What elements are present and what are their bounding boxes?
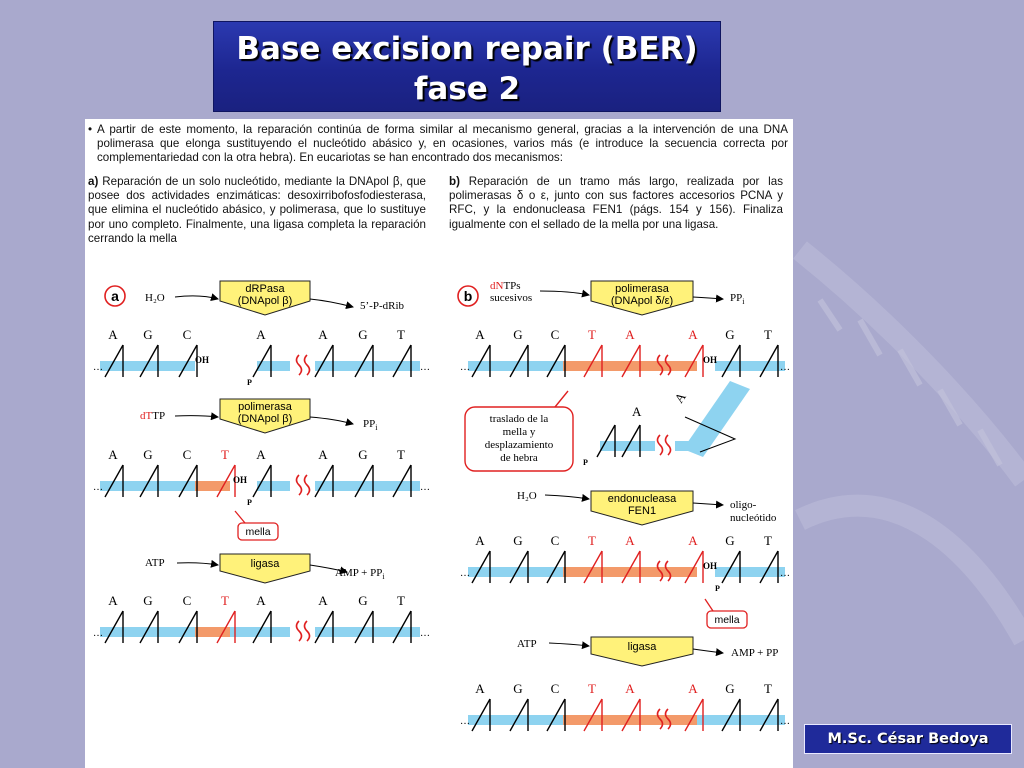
svg-text:…: … xyxy=(780,568,790,579)
mechanism-a-text xyxy=(88,175,426,246)
svg-text:…: … xyxy=(420,362,430,373)
nucleotide-letter: C xyxy=(550,681,560,696)
step-b3-enzyme-name: ligasa xyxy=(627,641,657,653)
slide-title xyxy=(213,21,721,112)
callout-line-2: mella y xyxy=(502,426,536,438)
step-a1-input: H₂O xyxy=(145,292,165,304)
callout-line-4: de hebra xyxy=(500,452,538,464)
panel-a-dna-row-1 xyxy=(93,327,430,387)
oh-label: OH xyxy=(233,475,248,485)
nucleotide-letter: C xyxy=(550,327,560,342)
svg-text:…: … xyxy=(93,482,103,493)
mechanism-b-text xyxy=(449,175,783,232)
nucleotide-letter: T xyxy=(397,447,405,462)
panel-b-dna-row-3 xyxy=(460,681,790,731)
step-b3-input: ATP xyxy=(517,638,537,650)
nucleotide-letter: A xyxy=(625,533,635,548)
nucleotide-letter: C xyxy=(182,327,192,342)
intro-text: A partir de este momento, la reparación continúa de forma similar al mecanismo general, gracias a la intervención de una DNA polimerasa que elonga sustituyendo el nucleótido abásico y, en ocasiones, varios más (e introduce la secuencia correcta por complementariedad con la otra hebra). En eucariotas se han encontrado dos mecanismos: xyxy=(97,123,788,165)
figure-panel xyxy=(85,119,793,768)
p-label: P xyxy=(247,378,252,387)
svg-text:…: … xyxy=(93,628,103,639)
step-a1-enzyme-arrow xyxy=(220,281,310,315)
step-a2-enzyme-name: polimerasa xyxy=(238,401,292,413)
nucleotide-letter: T xyxy=(221,593,229,608)
svg-text:…: … xyxy=(420,482,430,493)
nucleotide-letter: A xyxy=(475,327,485,342)
step-b3-enzyme-arrow xyxy=(591,637,693,666)
nucleotide-letter: A xyxy=(108,327,118,342)
step-a1-output: 5’-P-dRib xyxy=(360,300,404,312)
nucleotide-letter: C xyxy=(182,593,192,608)
step-b1-enzyme-detail: (DNApol δ/ε) xyxy=(610,295,674,307)
nucleotide-letter: A xyxy=(688,681,698,696)
panel-b-label: b xyxy=(463,288,473,304)
p-label: P xyxy=(247,498,252,507)
mechanism-a-label: a) xyxy=(88,175,99,188)
nucleotide-letter: T xyxy=(588,533,596,548)
step-b2-enzyme-arrow xyxy=(591,491,693,525)
step-b1-enzyme-arrow xyxy=(591,281,693,315)
step-b1-output: $PP_i$ xyxy=(730,292,745,306)
step-a3-output: AMP + $PP_i$ xyxy=(335,567,385,581)
nucleotide-letter: A xyxy=(256,447,266,462)
nucleotide-letter: C xyxy=(182,447,192,462)
nucleotide-letter: G xyxy=(513,533,523,548)
step-b2-output: oligo- xyxy=(730,499,757,511)
mechanism-b-label: b) xyxy=(449,175,460,188)
nucleotide-letter: A xyxy=(688,533,698,548)
nucleotide-letter: G xyxy=(358,327,368,342)
oh-label: OH xyxy=(703,561,718,571)
nucleotide-letter: G xyxy=(358,593,368,608)
nucleotide-letter: G xyxy=(725,533,735,548)
nucleotide-letter: A xyxy=(108,593,118,608)
callout-line-1: traslado de la xyxy=(489,413,549,425)
mechanism-a-description: Reparación de un solo nucleótido, mediante la DNApol β, que posee dos actividades enzimáticas: desoxirribofosfodiesterasa, que elimina el nucleótido abásico, y polimerasa, que lo sustituye por uno completo. Finalmente, una ligasa completa la reparación cerrando la mella xyxy=(88,175,426,245)
step-b1-enzyme-name: polimerasa xyxy=(615,283,669,295)
oh-label: OH xyxy=(703,355,718,365)
bullet: • xyxy=(88,123,93,136)
svg-text:…: … xyxy=(420,628,430,639)
step-a1-enzyme-detail: (DNApol β) xyxy=(237,295,293,307)
step-b1-input-2: sucesivos xyxy=(490,292,533,304)
nucleotide-letter: A xyxy=(475,533,485,548)
svg-text:…: … xyxy=(460,568,470,579)
nucleotide-letter: A xyxy=(256,327,266,342)
title-line-2: fase 2 xyxy=(413,71,521,107)
oh-label: OH xyxy=(195,355,210,365)
nucleotide-letter: A xyxy=(256,593,266,608)
nucleotide-letter: C xyxy=(550,533,560,548)
title-line-1: Base excision repair (BER) xyxy=(236,31,698,67)
svg-text:…: … xyxy=(780,362,790,373)
panel-a-label: a xyxy=(111,288,119,304)
nucleotide-letter: G xyxy=(725,327,735,342)
nucleotide-letter: G xyxy=(358,447,368,462)
nucleotide-letter: G xyxy=(143,447,153,462)
displaced-letter-2: A xyxy=(671,389,689,406)
panel-a-mella-label: mella xyxy=(245,526,271,538)
nucleotide-letter: G xyxy=(513,681,523,696)
nucleotide-letter: A xyxy=(318,447,328,462)
intro-paragraph xyxy=(88,123,788,166)
nucleotide-letter: T xyxy=(764,681,772,696)
step-a2-enzyme-detail: (DNApol β) xyxy=(237,413,293,425)
nucleotide-letter: A xyxy=(318,593,328,608)
step-b2-output-2: nucleótido xyxy=(730,512,777,524)
panel-b-dna-row-2 xyxy=(460,533,790,593)
panel-a-dna-row-2 xyxy=(93,447,430,507)
nucleotide-letter: A xyxy=(108,447,118,462)
displaced-letter-1: A xyxy=(632,404,642,419)
panel-a-dna-row-3 xyxy=(93,593,430,643)
nucleotide-letter: A xyxy=(625,327,635,342)
nucleotide-letter: A xyxy=(318,327,328,342)
panel-b-mella-label: mella xyxy=(714,614,740,626)
svg-text:…: … xyxy=(93,362,103,373)
nucleotide-letter: A xyxy=(688,327,698,342)
step-b2-input: H₂O xyxy=(517,490,537,502)
nucleotide-letter: T xyxy=(221,447,229,462)
mechanism-b-description: Reparación de un tramo más largo, realizada por las polimerasas δ o ε, junto con sus factores accesorios PCNA y RFC, y la endonucleasa FEN1 (págs. 154 y 156). Finaliza igualmente con el sellado de la mella por una ligasa. xyxy=(449,175,783,231)
step-a3-enzyme-arrow xyxy=(220,554,310,583)
nucleotide-letter: T xyxy=(397,327,405,342)
svg-text:…: … xyxy=(460,362,470,373)
p-label: P xyxy=(715,584,720,593)
p-label: P xyxy=(583,458,588,467)
nucleotide-letter: G xyxy=(725,681,735,696)
step-a2-enzyme-arrow xyxy=(220,399,310,433)
step-a2-input: dTTP xyxy=(140,410,166,422)
nucleotide-letter: A xyxy=(625,681,635,696)
nucleotide-letter: G xyxy=(143,327,153,342)
svg-text:…: … xyxy=(780,716,790,727)
step-a3-enzyme-name: ligasa xyxy=(250,558,280,570)
step-a3-input: ATP xyxy=(145,557,165,569)
nucleotide-letter: T xyxy=(764,327,772,342)
nucleotide-letter: T xyxy=(764,533,772,548)
svg-text:…: … xyxy=(460,716,470,727)
step-b2-enzyme-name: endonucleasa xyxy=(607,493,677,505)
step-b1-input: dNTPs xyxy=(490,280,521,292)
nucleotide-letter: T xyxy=(588,327,596,342)
panel-b-dna-row-1 xyxy=(460,327,790,377)
ber-diagram xyxy=(85,279,793,768)
nucleotide-letter: A xyxy=(475,681,485,696)
author-credit: M.Sc. César Bedoya xyxy=(804,724,1012,754)
step-b2-enzyme-detail: FEN1 xyxy=(627,505,657,517)
step-b3-output: AMP + PP xyxy=(731,647,779,659)
nucleotide-letter: G xyxy=(143,593,153,608)
nucleotide-letter: G xyxy=(513,327,523,342)
callout-line-3: desplazamiento xyxy=(484,439,554,451)
step-a1-enzyme-name: dRPasa xyxy=(245,283,285,295)
step-a2-output: $PP_i$ xyxy=(363,418,378,432)
nucleotide-letter: T xyxy=(397,593,405,608)
panel-b-lower-fragment xyxy=(583,425,690,467)
nucleotide-letter: T xyxy=(588,681,596,696)
